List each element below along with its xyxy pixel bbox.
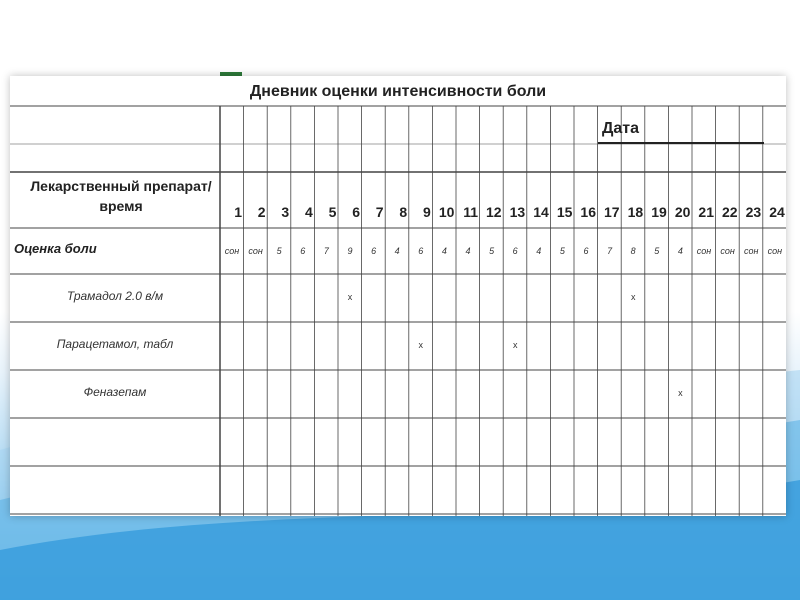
hour-label-12: 12 (486, 204, 502, 220)
pain-score-11: 4 (465, 246, 471, 256)
hour-label-11: 11 (463, 204, 478, 220)
pain-score-5: 7 (323, 246, 329, 256)
hour-label-10: 10 (438, 204, 455, 220)
pain-score-9: 6 (418, 246, 424, 256)
hour-label-22: 22 (722, 204, 738, 220)
hour-label-8: 8 (399, 204, 408, 220)
pain-score-18: 8 (630, 246, 636, 256)
pain-score-17: 7 (607, 246, 613, 256)
hour-label-1: 1 (234, 204, 242, 220)
pain-score-24: сон (767, 246, 783, 256)
hour-label-16: 16 (580, 204, 596, 220)
pain-score-20: 4 (677, 246, 683, 256)
pain-score-13: 6 (512, 246, 518, 256)
dose-mark-2-13: x (512, 340, 518, 350)
pain-score-10: 4 (441, 246, 447, 256)
hour-label-2: 2 (257, 204, 266, 220)
drug-name-1: Трамадол 2.0 в/м (66, 289, 164, 303)
pain-score-label: Оценка боли (14, 241, 97, 256)
hour-label-20: 20 (674, 204, 691, 220)
pain-score-8: 4 (394, 246, 400, 256)
hour-label-21: 21 (698, 204, 714, 220)
hour-label-9: 9 (423, 204, 431, 220)
date-label: Дата (602, 120, 640, 137)
drug-name-2: Парацетамол, табл (56, 337, 174, 351)
dose-mark-1-18: x (630, 292, 636, 302)
pain-score-21: сон (696, 246, 712, 256)
pain-score-23: сон (743, 246, 759, 256)
header-drug-time: Лекарственный препарат/время (30, 178, 212, 214)
hour-label-19: 19 (651, 204, 667, 220)
hour-label-15: 15 (556, 204, 573, 220)
hour-label-3: 3 (281, 204, 290, 220)
drug-name-3: Феназепам (83, 385, 147, 399)
pain-score-15: 5 (559, 246, 565, 256)
pain-score-3: 5 (276, 246, 282, 256)
hour-label-4: 4 (305, 204, 313, 220)
pain-score-2: сон (248, 246, 263, 256)
dose-mark-3-20: x (678, 388, 683, 398)
dose-mark-2-9: x (418, 340, 424, 350)
pain-score-1: сон (224, 246, 240, 256)
pain-score-16: 6 (583, 246, 589, 256)
pain-score-14: 4 (536, 246, 542, 256)
hour-label-14: 14 (533, 204, 549, 220)
hour-label-17: 17 (604, 204, 620, 220)
pain-score-6: 9 (347, 246, 353, 256)
pain-score-7: 6 (371, 246, 377, 256)
hour-label-5: 5 (328, 204, 337, 220)
pain-score-4: 6 (300, 246, 306, 256)
dose-mark-1-6: x (347, 292, 353, 302)
hour-label-18: 18 (627, 204, 644, 220)
page-title: Дневник оценки интенсивности боли (249, 83, 547, 100)
date-underline (598, 142, 764, 144)
pain-score-19: 5 (654, 246, 660, 256)
hour-label-13: 13 (509, 204, 526, 220)
hour-label-7: 7 (375, 204, 384, 220)
pain-diary-sheet (10, 76, 786, 516)
pain-score-22: сон (720, 246, 735, 256)
hour-label-6: 6 (352, 204, 360, 220)
hour-label-23: 23 (745, 204, 762, 220)
hour-label-24: 24 (769, 204, 785, 220)
pain-score-12: 5 (489, 246, 495, 256)
